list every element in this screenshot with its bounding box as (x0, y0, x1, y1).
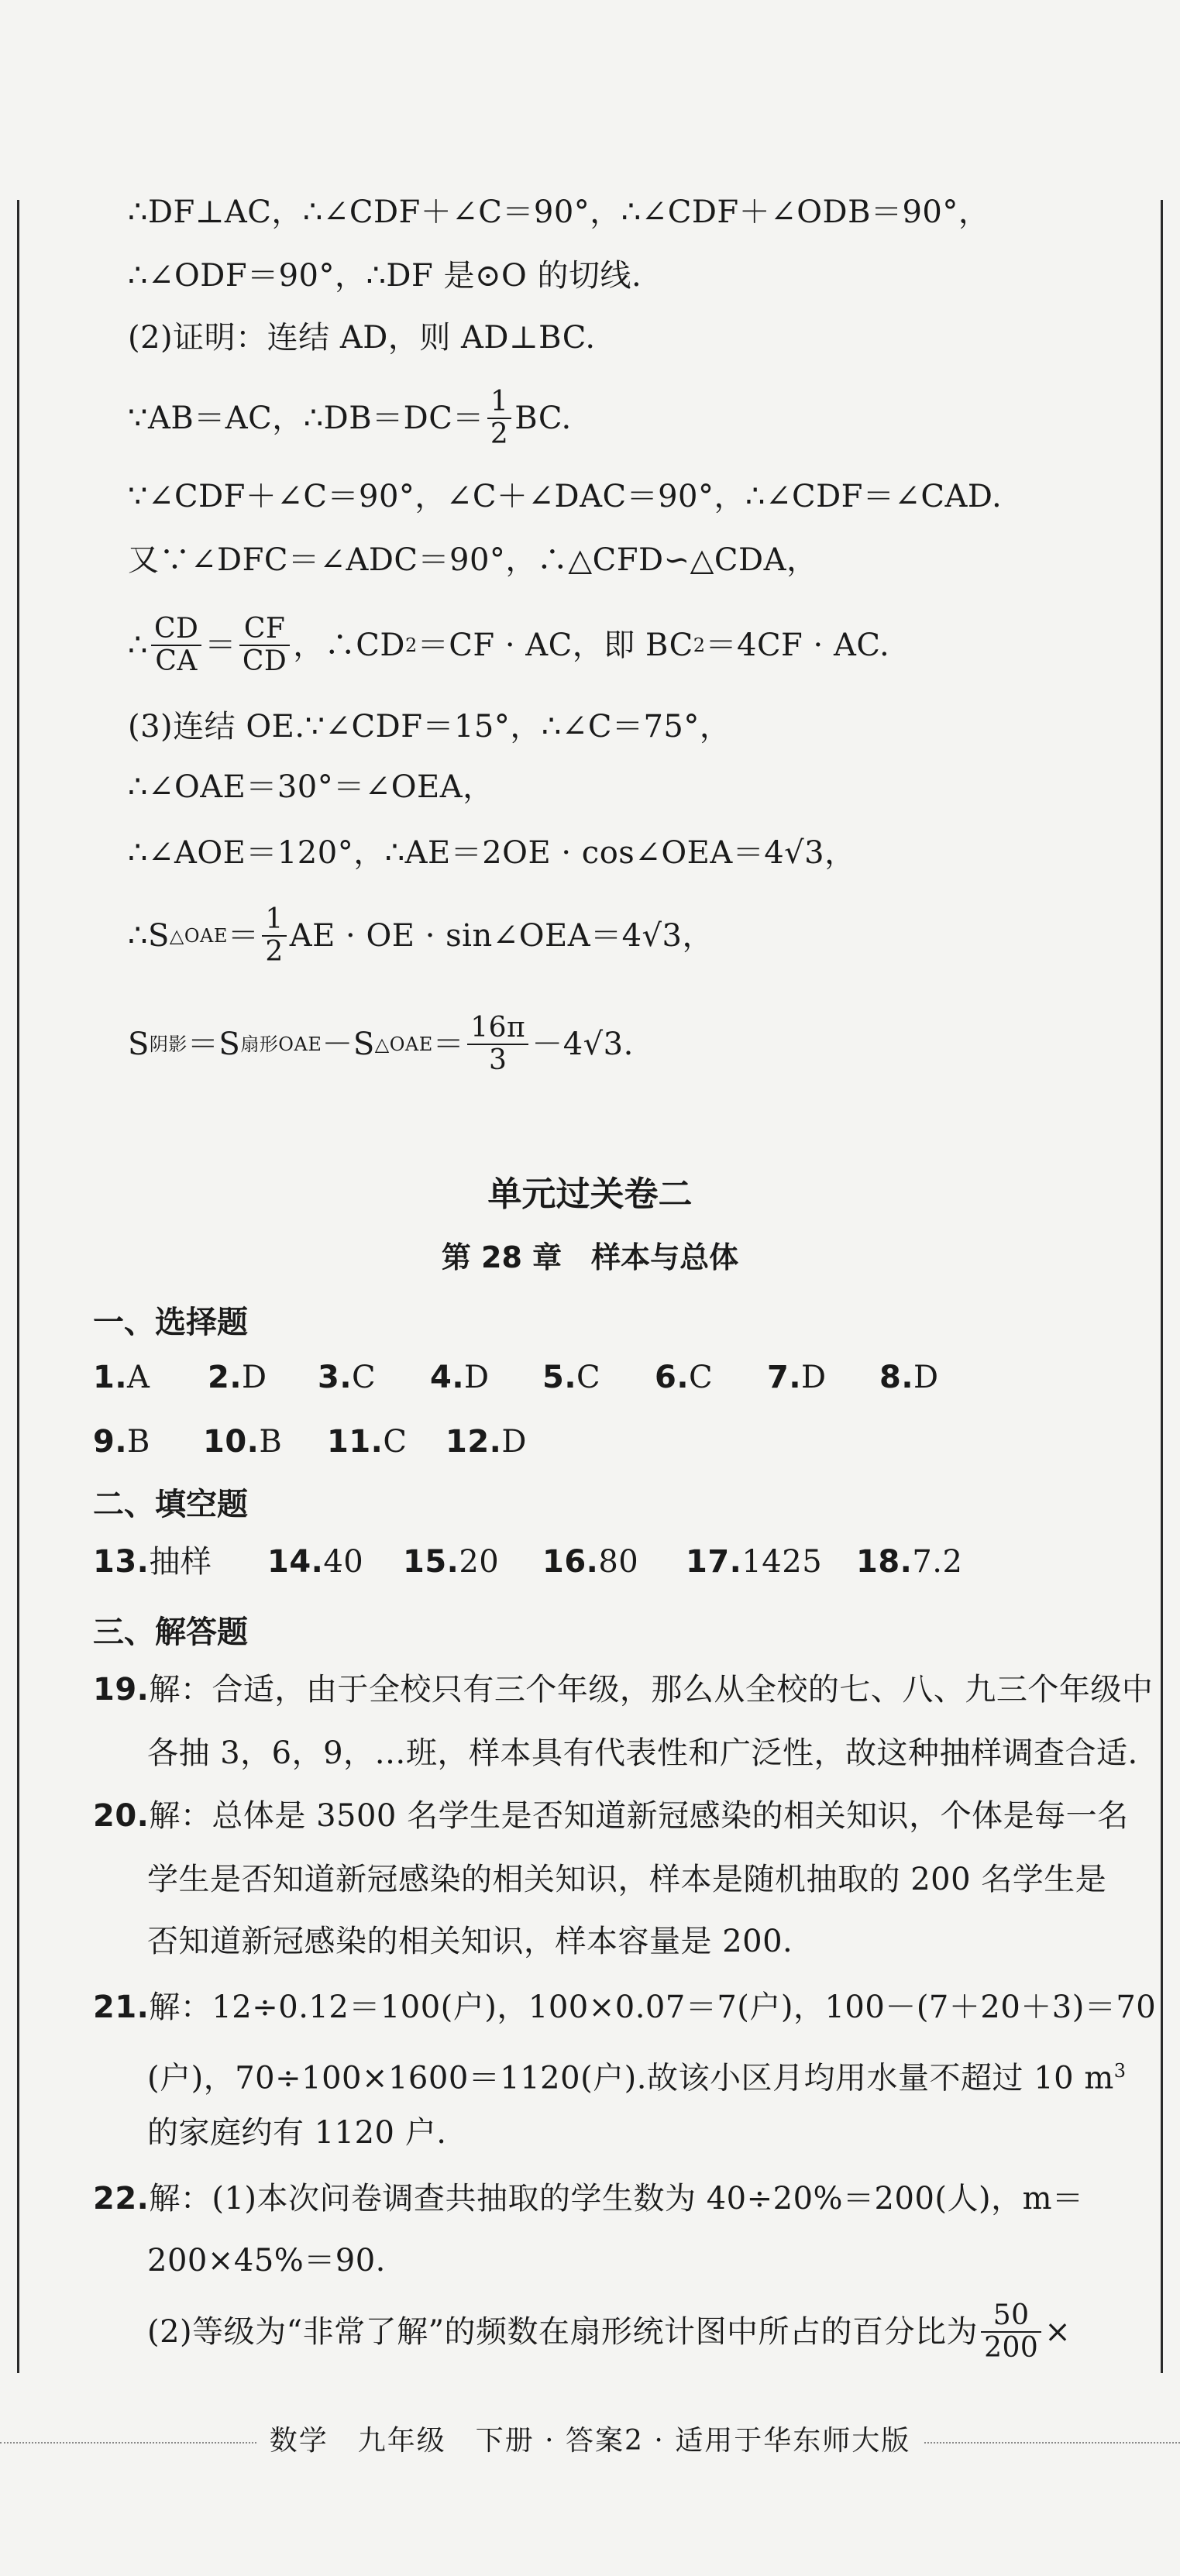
answer-item (203, 1422, 282, 1462)
fraction-half (487, 387, 511, 450)
solution-line-3: (2)证明：连结 AD，则 AD⊥BC. (128, 320, 596, 356)
q19-text-1: 解：合适，由于全校只有三个年级，那么从全校的七、八、九三个年级中 (149, 1672, 1154, 1708)
q21-text-1: 解：12÷0.12＝100(户)，100×0.07＝7(户)，100－(7＋20＋3)＝70 (149, 1990, 1157, 2025)
q21-text-2: (户)，70÷100×1600＝1120(户).故该小区月均用水量不超过 10 m (147, 2060, 1114, 2096)
line11-pre: ∴S (128, 918, 170, 954)
answer-item (542, 1357, 600, 1398)
fraction-denominator: 2 (490, 418, 509, 450)
answer-item (655, 1357, 713, 1398)
answer-value: 40 (323, 1544, 364, 1580)
q22-text-3-post: × (1044, 2314, 1072, 2350)
answer-number: 13. (93, 1544, 150, 1580)
line7-pre: ∴ (128, 628, 148, 663)
answer-item (93, 1542, 212, 1582)
answer-number: 11. (327, 1424, 384, 1460)
fraction-half (262, 904, 286, 968)
line12-eq1: ＝S (187, 1027, 241, 1062)
q19-line-2: 各抽 3，6，9，…班，样本具有代表性和广泛性，故这种抽样调查合适. (147, 1735, 1138, 1771)
answer-number: 1. (93, 1360, 128, 1395)
footer-text: 数学 九年级 下册 · 答案2 · 适用于华东师大版 (257, 2425, 924, 2457)
line12-eq2: ＝ (432, 1027, 465, 1062)
answer-value: C (352, 1360, 377, 1395)
fraction-numerator: CD (151, 614, 201, 646)
fraction-numerator: 50 (981, 2300, 1041, 2333)
answer-item (879, 1357, 939, 1398)
answer-number: 16. (542, 1544, 599, 1580)
right-border-line (1161, 200, 1163, 2373)
answer-number: 14. (267, 1544, 324, 1580)
answer-item (93, 1357, 150, 1398)
q22-text-3: (2)等级为“非常了解”的频数在扇形统计图中所占的百分比为 (147, 2314, 979, 2350)
fraction-numerator: 16π (467, 1013, 528, 1045)
answer-value: D (464, 1360, 490, 1395)
left-border-line (17, 200, 19, 2373)
answer-item (208, 1357, 267, 1398)
line11-post: AE · OE · sin∠OEA＝4√3， (289, 918, 714, 954)
answer-number: 12. (446, 1424, 502, 1460)
fraction-denominator: 2 (265, 936, 284, 968)
subscript: △OAE (169, 925, 228, 947)
answer-number: 2. (208, 1360, 243, 1395)
answer-value: C (689, 1360, 714, 1395)
answer-value: 20 (459, 1544, 500, 1580)
q19-number: 19. (93, 1672, 150, 1708)
subscript: 扇形OAE (240, 1033, 322, 1055)
line7-eq: ＝ (205, 628, 236, 663)
solution-line-7 (128, 608, 889, 683)
answer-number: 10. (203, 1424, 260, 1460)
answer-value: D (801, 1360, 827, 1395)
line7-post1: ，∴CD (293, 628, 405, 663)
line7-post3: ＝4CF · AC. (705, 628, 890, 663)
q22-text-1: 解：(1)本次问卷调查共抽取的学生数为 40÷20%＝200(人)，m＝ (149, 2181, 1084, 2217)
solution-line-1: ∴DF⊥AC，∴∠CDF＋∠C＝90°，∴∠CDF＋∠ODB＝90°， (128, 194, 990, 230)
solution-line-9: ∴∠OAE＝30°＝∠OEA， (128, 769, 494, 805)
answer-value: 抽样 (149, 1544, 212, 1580)
fraction-16pi-3 (467, 1013, 528, 1076)
q22-line-2: 200×45%＝90. (147, 2243, 386, 2279)
fraction-denominator: 200 (984, 2332, 1039, 2364)
superscript: 2 (404, 635, 418, 656)
answer-item (446, 1422, 527, 1462)
answer-value: B (259, 1424, 283, 1460)
subscript: △OAE (374, 1033, 433, 1055)
answer-item (430, 1357, 490, 1398)
answer-item (767, 1357, 827, 1398)
answer-item (327, 1422, 407, 1462)
q22-number: 22. (93, 2181, 150, 2217)
section-heading-solve: 三、解答题 (93, 1615, 248, 1650)
solution-line-6: 又∵∠DFC＝∠ADC＝90°，∴△CFD∽△CDA， (128, 542, 818, 578)
answer-number: 18. (856, 1544, 913, 1580)
line4-post: BC. (514, 401, 572, 436)
q19-line-1 (93, 1670, 1153, 1710)
answer-item (542, 1542, 638, 1582)
answer-number: 17. (686, 1544, 742, 1580)
fraction-numerator: 1 (262, 904, 286, 937)
answer-number: 4. (430, 1360, 465, 1395)
answer-item (403, 1542, 499, 1582)
line12-post: －4√3. (532, 1027, 634, 1062)
q20-line-3: 否知道新冠感染的相关知识，样本容量是 200. (147, 1924, 793, 1959)
answer-item (318, 1357, 376, 1398)
solution-line-4 (128, 383, 572, 453)
fraction-cd-ca (151, 614, 201, 677)
solution-line-11 (128, 899, 714, 973)
answer-value: C (383, 1424, 408, 1460)
solution-line-8: (3)连结 OE.∵∠CDF＝15°，∴∠C＝75°， (128, 709, 731, 745)
q21-line-1 (93, 1987, 1156, 2027)
q20-line-2: 学生是否知道新冠感染的相关知识，样本是随机抽取的 200 名学生是 (147, 1862, 1107, 1897)
fraction-denominator: CD (242, 645, 287, 677)
answer-number: 3. (318, 1360, 353, 1395)
answer-number: 15. (403, 1544, 459, 1580)
fraction-numerator: 1 (487, 387, 511, 419)
answer-number: 8. (879, 1360, 914, 1395)
answer-number: 6. (655, 1360, 690, 1395)
line11-eq: ＝ (227, 918, 260, 954)
line12-s1: S (128, 1027, 150, 1062)
answer-number: 9. (93, 1424, 128, 1460)
solution-line-5: ∵∠CDF＋∠C＝90°，∠C＋∠DAC＝90°，∴∠CDF＝∠CAD. (128, 479, 1003, 514)
page-footer (0, 2419, 1180, 2458)
superscript: 3 (1113, 2060, 1127, 2082)
section-heading-fill: 二、填空题 (93, 1487, 248, 1522)
fraction-cf-cd (239, 614, 290, 677)
answer-value: 80 (598, 1544, 639, 1580)
chapter-subtitle: 第 28 章 样本与总体 (441, 1240, 739, 1274)
q22-line-1 (93, 2179, 1084, 2219)
fraction-50-200 (981, 2300, 1041, 2364)
answer-value: B (127, 1424, 150, 1460)
answer-number: 5. (542, 1360, 577, 1395)
q21-line-2 (147, 2051, 1127, 2098)
answer-item (856, 1542, 962, 1582)
answer-value: 1425 (741, 1544, 823, 1580)
solution-line-10: ∴∠AOE＝120°，∴AE＝2OE · cos∠OEA＝4√3， (128, 835, 856, 871)
superscript: 2 (693, 635, 706, 656)
answer-value: D (913, 1360, 939, 1395)
subscript: 阴影 (149, 1033, 187, 1055)
answer-value: A (127, 1360, 150, 1395)
answer-item (93, 1422, 150, 1462)
answer-value: 7.2 (912, 1544, 963, 1580)
section-heading-choice: 一、选择题 (93, 1305, 248, 1340)
solution-line-12 (128, 1007, 634, 1082)
unit-title: 单元过关卷二 (487, 1175, 693, 1214)
q20-text-1: 解：总体是 3500 名学生是否知道新冠感染的相关知识，个体是每一名 (149, 1798, 1129, 1834)
q21-number: 21. (93, 1990, 150, 2025)
line4-pre: ∵AB＝AC，∴DB＝DC＝ (128, 401, 484, 436)
line12-minus: －S (322, 1027, 375, 1062)
line7-post2: ＝CF · AC，即 BC (417, 628, 693, 663)
fraction-numerator: CF (239, 614, 290, 646)
q20-number: 20. (93, 1798, 150, 1834)
q21-line-3: 的家庭约有 1120 户. (147, 2115, 447, 2151)
answer-value: D (242, 1360, 267, 1395)
answer-item (686, 1542, 822, 1582)
q20-line-1 (93, 1796, 1129, 1836)
answer-item (267, 1542, 363, 1582)
fraction-denominator: CA (155, 645, 198, 677)
answer-value: D (501, 1424, 527, 1460)
answer-number: 7. (767, 1360, 802, 1395)
q22-line-3 (147, 2297, 1071, 2367)
fraction-denominator: 3 (489, 1044, 507, 1076)
answer-value: C (576, 1360, 601, 1395)
solution-line-2: ∴∠ODF＝90°，∴DF 是⊙O 的切线. (128, 258, 642, 294)
